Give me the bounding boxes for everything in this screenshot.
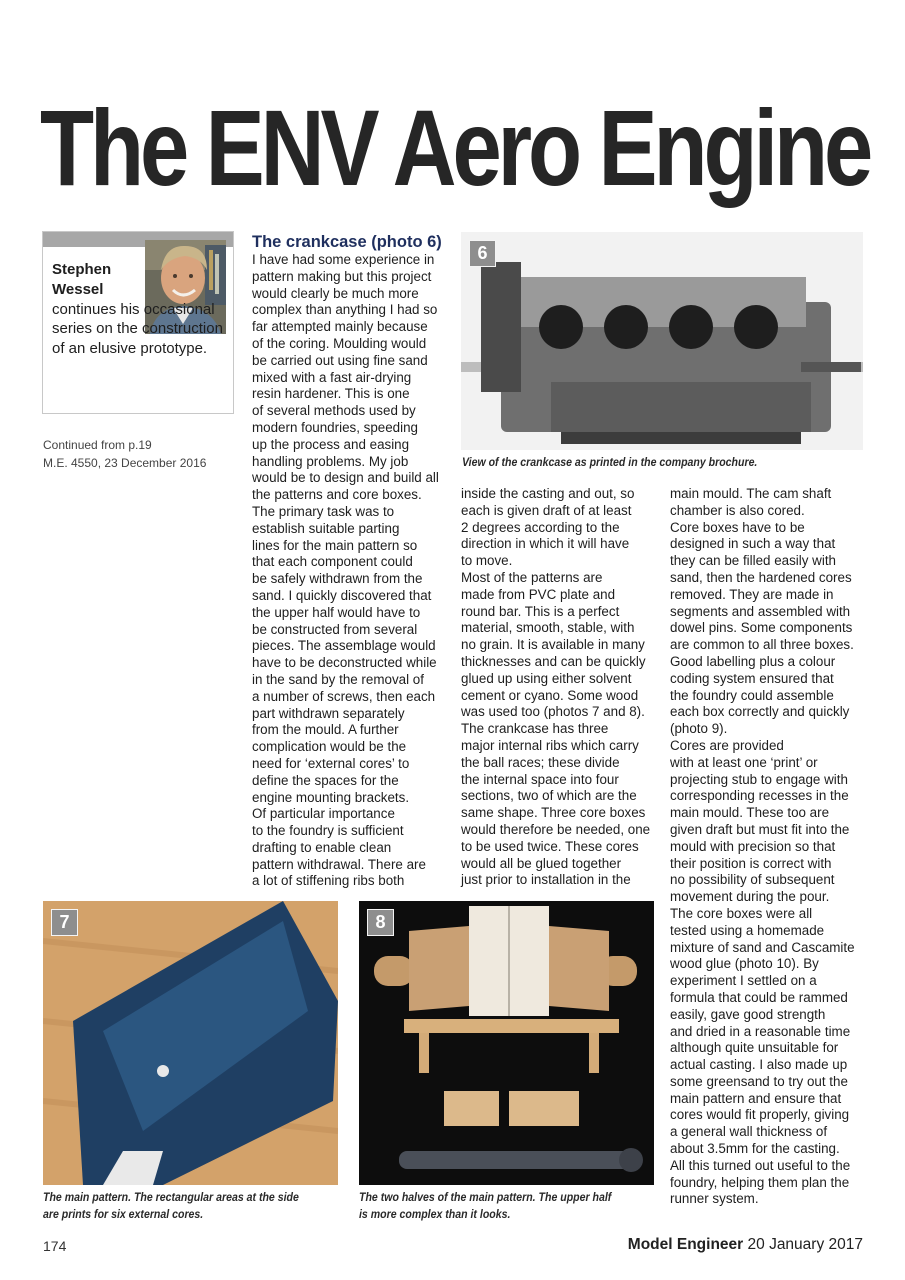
previous-issue-ref: M.E. 4550, 23 December 2016	[43, 455, 207, 470]
body-text-line: each is given draft of at least	[461, 502, 632, 518]
body-text-line: would all be glued together	[461, 855, 622, 871]
body-text-line: runner system.	[670, 1191, 759, 1207]
body-text-line: thicknesses and can be quickly	[461, 653, 646, 669]
body-text-line: Most of the patterns are	[461, 569, 603, 585]
body-text-line: 2 degrees according to the	[461, 519, 620, 535]
body-text-line: the upper half would have to	[252, 604, 421, 620]
body-text-line: the patterns and core boxes.	[252, 487, 422, 503]
body-text-line: resin hardener. This is one	[252, 386, 410, 402]
body-text-line: mixture of sand and Cascamite	[670, 939, 855, 955]
body-text-line: to move.	[461, 553, 513, 569]
body-text-line: be safely withdrawn from the	[252, 571, 423, 587]
author-name: Stephen Wessel	[52, 261, 112, 298]
body-text-line: glued up using either solvent	[461, 670, 632, 686]
body-text-line: modern foundries, speeding	[252, 419, 419, 435]
magazine-name: Model Engineer	[627, 1236, 744, 1253]
body-text-line: same shape. Three core boxes	[461, 805, 646, 821]
photo-8-pattern-halves	[359, 901, 654, 1185]
photo-7-caption-line-2: are prints for six external cores.	[43, 1206, 204, 1221]
body-text-line: the ball races; these divide	[461, 754, 620, 770]
page-number: 174	[43, 1238, 67, 1254]
body-text-line: are common to all three boxes.	[670, 637, 854, 653]
photo-7-badge: 7	[51, 909, 78, 936]
body-text-line: pieces. The assemblage would	[252, 638, 436, 654]
photo-7-caption-line-1: The main pattern. The rectangular areas at the side	[43, 1190, 299, 1204]
body-text-line: that each component could	[252, 554, 413, 570]
body-text-line: Good labelling plus a colour	[670, 653, 836, 669]
body-column-3	[670, 486, 870, 1208]
body-text-line: far attempted mainly because	[252, 319, 428, 335]
body-text-line: actual casting. I also made up	[670, 1057, 848, 1073]
body-text-line: direction in which it will have	[461, 536, 630, 552]
photo-7-main-pattern	[43, 901, 338, 1185]
body-text-line: the foundry could assemble	[670, 687, 834, 703]
body-text-line: a number of screws, then each	[252, 688, 436, 704]
body-text-line: projecting stub to engage with	[670, 771, 848, 787]
photo-6-crankcase-brochure	[461, 232, 863, 450]
body-text-line: experiment I settled on a	[670, 973, 817, 989]
photo-6-caption: View of the crankcase as printed in the company brochure.	[462, 455, 758, 469]
photo-8-caption-line-1: The two halves of the main pattern. The upper half	[359, 1190, 612, 1204]
body-text-line: although quite unsuitable for	[670, 1040, 839, 1056]
body-text-line: complex than anything I had so	[252, 302, 438, 318]
body-text-line: of the coring. Moulding would	[252, 335, 427, 351]
body-text-line: inside the casting and out, so	[461, 486, 635, 501]
photo-8-caption-line-2: is more complex than it looks.	[359, 1206, 511, 1221]
body-text-line: mould with precision so that	[670, 838, 836, 854]
body-text-line: main mould. These too are	[670, 805, 830, 821]
body-text-line: their position is correct with	[670, 855, 832, 871]
body-text-line: was used too (photos 7 and 8).	[461, 704, 645, 720]
photo-7-caption	[43, 1189, 299, 1222]
body-text-line: with at least one ‘print’ or	[670, 754, 818, 770]
body-text-line: segments and assembled with	[670, 603, 851, 619]
photo-8-badge: 8	[367, 909, 394, 936]
body-text-line: establish suitable parting	[252, 520, 400, 536]
section-heading: The crankcase (photo 6)	[252, 233, 442, 251]
body-text-line: main mould. The cam shaft	[670, 486, 832, 501]
body-text-line: dowel pins. Some components	[670, 620, 853, 636]
body-text-line: I have had some experience in	[252, 252, 435, 267]
body-text-line: sand, then the hardened cores	[670, 569, 852, 585]
body-text-line: wood glue (photo 10). By	[670, 956, 819, 972]
body-text-line: would be to design and build all	[252, 470, 439, 486]
body-text-line: about 3.5mm for the casting.	[670, 1141, 840, 1157]
body-text-line: have to be deconstructed while	[252, 655, 437, 671]
body-text-line: need for ‘external cores’ to	[252, 755, 410, 771]
body-text-line: foundry, helping them plan the	[670, 1174, 850, 1190]
body-text-line: lines for the main pattern so	[252, 537, 418, 553]
body-text-line: made from PVC plate and	[461, 586, 616, 602]
body-text-line: mixed with a fast air-drying	[252, 369, 412, 385]
body-text-line: would clearly be much more	[252, 285, 419, 301]
body-text-line: a lot of stiffening ribs both	[252, 873, 405, 889]
body-text-line: sand. I quickly discovered that	[252, 587, 432, 603]
body-text-line: define the spaces for the	[252, 772, 399, 788]
body-text-line: All this turned out useful to the	[670, 1157, 851, 1173]
photo-6-badge: 6	[469, 240, 496, 267]
body-text-line: designed in such a way that	[670, 536, 836, 552]
body-column-1	[252, 252, 452, 890]
body-text-line: major internal ribs which carry	[461, 737, 639, 753]
body-text-line: material, smooth, stable, with	[461, 620, 635, 636]
body-text-line: would therefore be needed, one	[461, 821, 651, 837]
body-text-line: from the mould. A further	[252, 722, 399, 738]
body-text-line: up the process and easing	[252, 436, 410, 452]
intro-description: continues his occasional series on the construction of an elusive prototype.	[52, 300, 223, 358]
body-text-line: each box correctly and quickly	[670, 704, 850, 720]
body-text-line: sections, two of which are the	[461, 788, 637, 804]
body-text-line: Core boxes have to be	[670, 519, 805, 535]
body-text-line: be constructed from several	[252, 621, 418, 637]
body-text-line: cores would fit properly, giving	[670, 1107, 850, 1123]
continued-note	[43, 437, 233, 472]
body-text-line: to the foundry is sufficient	[252, 823, 404, 839]
photo-8-caption	[359, 1189, 611, 1222]
body-text-line: chamber is also cored.	[670, 502, 805, 518]
body-text-line: Cores are provided	[670, 737, 784, 753]
body-text-line: (photo 9).	[670, 721, 728, 737]
body-text-line: engine mounting brackets.	[252, 789, 410, 805]
body-text-line: The primary task was to	[252, 503, 395, 519]
body-text-line: in the sand by the removal of	[252, 671, 424, 687]
issue-date: 20 January 2017	[747, 1236, 863, 1253]
body-column-2	[461, 486, 661, 889]
body-text-line: be carried out using fine sand	[252, 352, 428, 368]
body-text-line: of several methods used by	[252, 403, 416, 419]
body-text-line: complication would be the	[252, 739, 407, 755]
body-text-line: no grain. It is available in many	[461, 637, 645, 653]
body-text-line: formula that could be rammed	[670, 989, 848, 1005]
body-text-line: drafting to enable clean	[252, 839, 392, 855]
body-text-line: no possibility of subsequent	[670, 872, 835, 888]
body-text-line: and dried in a reasonable time	[670, 1023, 851, 1039]
body-text-line: the internal space into four	[461, 771, 619, 787]
body-text-line: given draft but must fit into the	[670, 821, 850, 837]
body-text-line: round bar. This is a perfect	[461, 603, 620, 619]
body-text-line: main pattern and ensure that	[670, 1090, 842, 1106]
body-text-line: a general wall thickness of	[670, 1124, 828, 1140]
continued-from: Continued from p.19	[43, 438, 152, 452]
body-text-line: they can be filled easily with	[670, 553, 836, 569]
magazine-footer	[620, 1236, 863, 1254]
body-text-line: some greensand to try out the	[670, 1073, 848, 1089]
body-text-line: The crankcase has three	[461, 721, 609, 737]
body-text-line: part withdrawn separately	[252, 705, 405, 721]
body-text-line: cement or cyano. Some wood	[461, 687, 639, 703]
body-text-line: removed. They are made in	[670, 586, 834, 602]
body-text-line: coding system ensured that	[670, 670, 834, 686]
body-text-line: Of particular importance	[252, 806, 395, 822]
body-text-line: pattern withdrawal. There are	[252, 856, 426, 872]
body-text-line: handling problems. My job	[252, 453, 409, 469]
page-title: The ENV Aero Engine	[40, 87, 870, 208]
body-text-line: just prior to installation in the	[461, 872, 631, 888]
body-text-line: to be used twice. These cores	[461, 838, 639, 854]
body-text-line: pattern making but this project	[252, 268, 432, 284]
intro-text	[52, 260, 232, 359]
body-text-line: movement during the pour.	[670, 889, 830, 905]
body-text-line: tested using a homemade	[670, 922, 825, 938]
body-text-line: corresponding recesses in the	[670, 788, 849, 804]
body-text-line: The core boxes were all	[670, 905, 813, 921]
body-text-line: easily, gave good strength	[670, 1006, 826, 1022]
